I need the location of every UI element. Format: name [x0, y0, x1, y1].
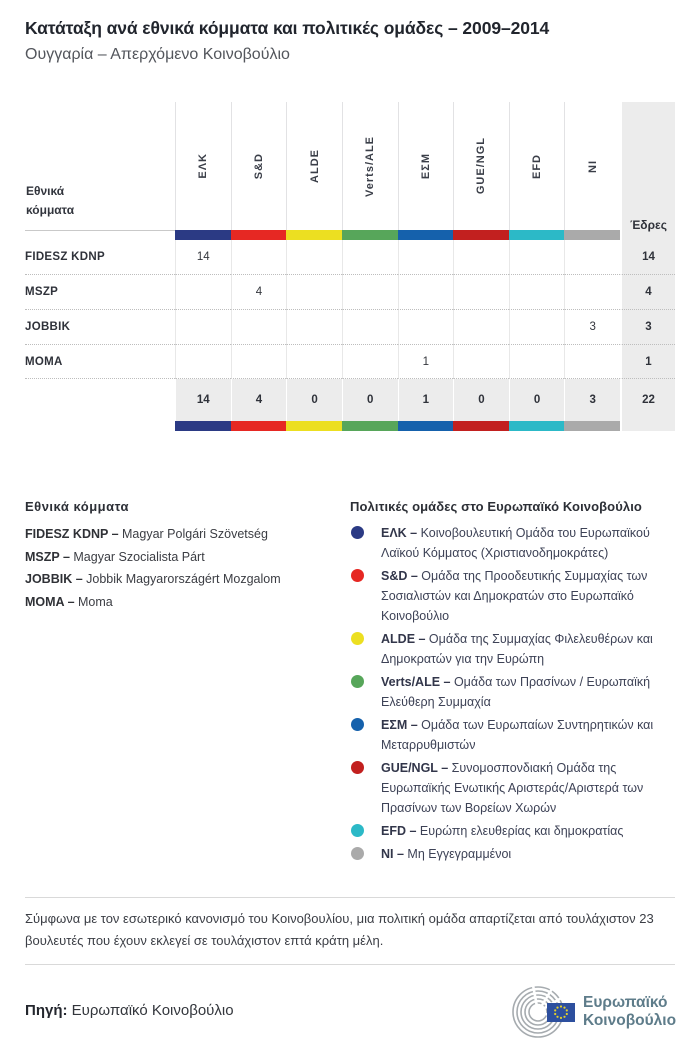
national-parties-legend — [25, 499, 350, 867]
logo-text-line1: Ευρωπαϊκό — [583, 994, 668, 1011]
group-abbr: GUE/NGL – — [381, 761, 449, 775]
group-color-bar — [453, 421, 509, 431]
legends-section — [25, 499, 675, 867]
group-abbr: NI – — [381, 847, 404, 861]
group-legend-item — [350, 629, 675, 669]
party-abbr: MSZP – — [25, 549, 70, 564]
group-label-sd: S&D — [252, 152, 265, 180]
legend-color-dot-icon — [351, 761, 364, 774]
seats-table — [25, 102, 675, 431]
group-abbr: S&D – — [381, 569, 418, 583]
value-cell — [342, 240, 398, 275]
group-full-name: Ομάδα της Προοδευτικής Συμμαχίας των Σοσιαλιστών και Δημοκρατών στο Ευρωπαϊκό Κοινοβούλιο — [381, 569, 648, 623]
group-legend-text — [381, 566, 675, 626]
group-legend-text — [381, 629, 675, 669]
group-column-header — [564, 102, 620, 230]
group-legend-item — [350, 758, 675, 818]
group-legend-text — [381, 758, 675, 818]
group-color-bar — [231, 230, 287, 240]
seats-column-header: Έδρες — [620, 102, 675, 240]
party-name-cell: FIDESZ KDNP — [25, 240, 175, 275]
color-bar-spacer — [25, 230, 175, 240]
party-abbr: FIDESZ KDNP – — [25, 527, 119, 541]
total-seats-cell: 22 — [620, 379, 675, 421]
party-abbr: MOMA – — [25, 594, 75, 609]
group-color-bar — [286, 421, 342, 431]
party-name-cell: MOMA — [25, 345, 175, 379]
seats-cell: 14 — [620, 240, 675, 275]
value-cell — [398, 240, 454, 275]
legend-color-dot-icon — [351, 569, 364, 582]
value-cell — [564, 275, 620, 310]
value-cell — [175, 345, 231, 379]
group-color-bar — [564, 230, 620, 240]
value-cell — [453, 275, 509, 310]
total-cell: 14 — [175, 379, 231, 421]
group-label-epp: ΕΛΚ — [197, 153, 210, 179]
legend-color-dot-icon — [351, 718, 364, 731]
group-column-header — [509, 102, 565, 230]
total-cell: 0 — [453, 379, 509, 421]
value-cell: 4 — [231, 275, 287, 310]
group-color-bar — [398, 230, 454, 240]
value-cell — [231, 310, 287, 345]
group-label-gue: GUE/NGL — [475, 137, 488, 195]
group-column-header — [231, 102, 287, 230]
group-color-bar — [509, 230, 565, 240]
value-cell — [509, 310, 565, 345]
group-color-bar — [286, 230, 342, 240]
value-cell — [453, 310, 509, 345]
party-name-cell: JOBBIK — [25, 310, 175, 345]
group-column-header — [286, 102, 342, 230]
group-legend-text — [381, 672, 675, 712]
party-abbr: JOBBIK – — [25, 572, 83, 586]
logo-text-line2: Κοινοβούλιο — [583, 1012, 677, 1029]
group-label-ecr: ΕΣΜ — [419, 152, 432, 180]
value-cell — [564, 240, 620, 275]
group-legend-item — [350, 844, 675, 864]
group-color-bar — [564, 421, 620, 431]
source-value: Ευρωπαϊκό Κοινοβούλιο — [67, 1001, 234, 1019]
group-full-name: Κοινοβουλευτική Ομάδα του Ευρωπαϊκού Λαϊκού Κόμματος (Χριστιανοδημοκράτες) — [381, 526, 650, 560]
value-cell — [342, 345, 398, 379]
value-cell — [398, 310, 454, 345]
totals-bar-spacer — [25, 421, 175, 431]
group-color-bar — [342, 230, 398, 240]
group-legend-item — [350, 566, 675, 626]
value-cell — [175, 275, 231, 310]
legend-color-dot-icon — [351, 526, 364, 539]
value-cell — [398, 275, 454, 310]
group-color-bar — [342, 421, 398, 431]
party-legend-item — [25, 568, 330, 591]
value-cell — [564, 345, 620, 379]
legend-color-dot-icon — [351, 824, 364, 837]
source-line — [25, 1002, 234, 1019]
seats-cell: 3 — [620, 310, 675, 345]
european-parliament-logo-icon — [505, 981, 675, 1039]
divider — [25, 964, 675, 965]
value-cell — [286, 240, 342, 275]
source-label: Πηγή: — [25, 1001, 68, 1019]
party-full-name: Magyar Polgári Szövetség — [118, 527, 268, 541]
value-cell — [342, 310, 398, 345]
political-groups-legend-heading: Πολιτικές ομάδες στο Ευρωπαϊκό Κοινοβούλιο — [350, 499, 642, 514]
group-abbr: ΕΣΜ – — [381, 718, 418, 732]
party-full-name: Magyar Szocialista Párt — [69, 549, 205, 564]
group-color-bar — [398, 421, 454, 431]
group-label-verts: Verts/ALE — [364, 135, 377, 197]
group-abbr: ALDE – — [381, 632, 426, 646]
group-full-name: Συνομοσπονδιακή Ομάδα της Ευρωπαϊκής Ενωτικής Αριστεράς/Αριστερά των Πρασίνων των Βορείων Χωρών — [381, 761, 644, 815]
group-column-header — [453, 102, 509, 230]
group-label-ni: NI — [586, 159, 599, 173]
national-parties-legend-heading: Εθνικά κόμματα — [25, 499, 130, 514]
legend-color-dot-icon — [351, 632, 364, 645]
value-cell: 3 — [564, 310, 620, 345]
seats-column-footer — [620, 421, 675, 431]
group-full-name: Μη Εγγεγραμμένοι — [403, 847, 512, 861]
value-cell — [231, 240, 287, 275]
page-subtitle: Ουγγαρία – Απερχόμενο Κοινοβούλιο — [25, 46, 290, 63]
party-name-cell: MSZP — [25, 275, 175, 310]
group-full-name: Ομάδα των Πρασίνων / Ευρωπαϊκή Ελεύθερη Συμμαχία — [381, 675, 651, 709]
party-legend-item — [25, 523, 330, 546]
total-cell: 0 — [509, 379, 565, 421]
group-legend-item — [350, 821, 675, 841]
value-cell — [509, 345, 565, 379]
source-row — [25, 981, 675, 1039]
total-cell: 3 — [564, 379, 620, 421]
group-legend-text — [381, 523, 675, 563]
value-cell — [509, 240, 565, 275]
group-legend-item — [350, 715, 675, 755]
national-parties-header-line1: Εθνικά — [26, 184, 65, 198]
group-full-name: Ευρώπη ελευθερίας και δημοκρατίας — [416, 824, 624, 838]
total-cell: 0 — [342, 379, 398, 421]
value-cell — [175, 310, 231, 345]
group-color-bar — [231, 421, 287, 431]
group-color-bar — [453, 230, 509, 240]
seats-cell: 1 — [620, 345, 675, 379]
legend-color-dot-icon — [351, 675, 364, 688]
national-parties-header — [25, 102, 175, 230]
group-column-header — [342, 102, 398, 230]
group-column-header — [398, 102, 454, 230]
party-legend-item — [25, 546, 330, 569]
legend-color-dot-icon — [351, 847, 364, 860]
value-cell: 14 — [175, 240, 231, 275]
party-full-name: Moma — [74, 594, 113, 609]
value-cell — [286, 310, 342, 345]
group-abbr: ΕΛΚ – — [381, 526, 418, 540]
group-color-bar — [509, 421, 565, 431]
total-cell: 0 — [286, 379, 342, 421]
total-cell: 1 — [398, 379, 454, 421]
group-abbr: EFD – — [381, 824, 417, 838]
national-parties-header-line2: κόμματα — [26, 203, 75, 217]
group-color-bar — [175, 230, 231, 240]
group-full-name: Ομάδα των Ευρωπαίων Συντηρητικών και Μεταρρυθμιστών — [381, 718, 654, 752]
value-cell — [509, 275, 565, 310]
value-cell: 1 — [398, 345, 454, 379]
value-cell — [342, 275, 398, 310]
value-cell — [231, 345, 287, 379]
party-legend-item — [25, 591, 330, 614]
group-legend-item — [350, 523, 675, 563]
value-cell — [453, 345, 509, 379]
totals-spacer — [25, 379, 175, 421]
divider — [25, 897, 675, 898]
party-full-name: Jobbik Magyarországért Mozgalom — [82, 572, 281, 586]
footnote: Σύμφωνα με τον εσωτερικό κανονισμό του Κοινοβουλίου, μια πολιτική ομάδα απαρτίζεται από τουλάχιστον 23 βουλευτές που έχουν εκλεγεί σε τουλάχιστον επτά κράτη μέλη. — [25, 911, 654, 948]
group-column-header — [175, 102, 231, 230]
page-title: Κατάταξη ανά εθνικά κόμματα και πολιτικές ομάδες – 2009–2014 — [25, 18, 550, 38]
value-cell — [453, 240, 509, 275]
group-label-alde: ALDE — [308, 149, 321, 183]
group-abbr: Verts/ALE – — [381, 675, 451, 689]
group-label-efd: EFD — [531, 153, 544, 179]
group-legend-text — [381, 821, 623, 841]
value-cell — [286, 275, 342, 310]
seats-cell: 4 — [620, 275, 675, 310]
group-legend-text — [381, 715, 675, 755]
political-groups-legend — [350, 499, 675, 867]
group-legend-text — [381, 844, 511, 864]
value-cell — [286, 345, 342, 379]
total-cell: 4 — [231, 379, 287, 421]
group-legend-item — [350, 672, 675, 712]
group-full-name: Ομάδα της Συμμαχίας Φιλελευθέρων και Δημοκρατών για την Ευρώπη — [381, 632, 653, 666]
group-color-bar — [175, 421, 231, 431]
